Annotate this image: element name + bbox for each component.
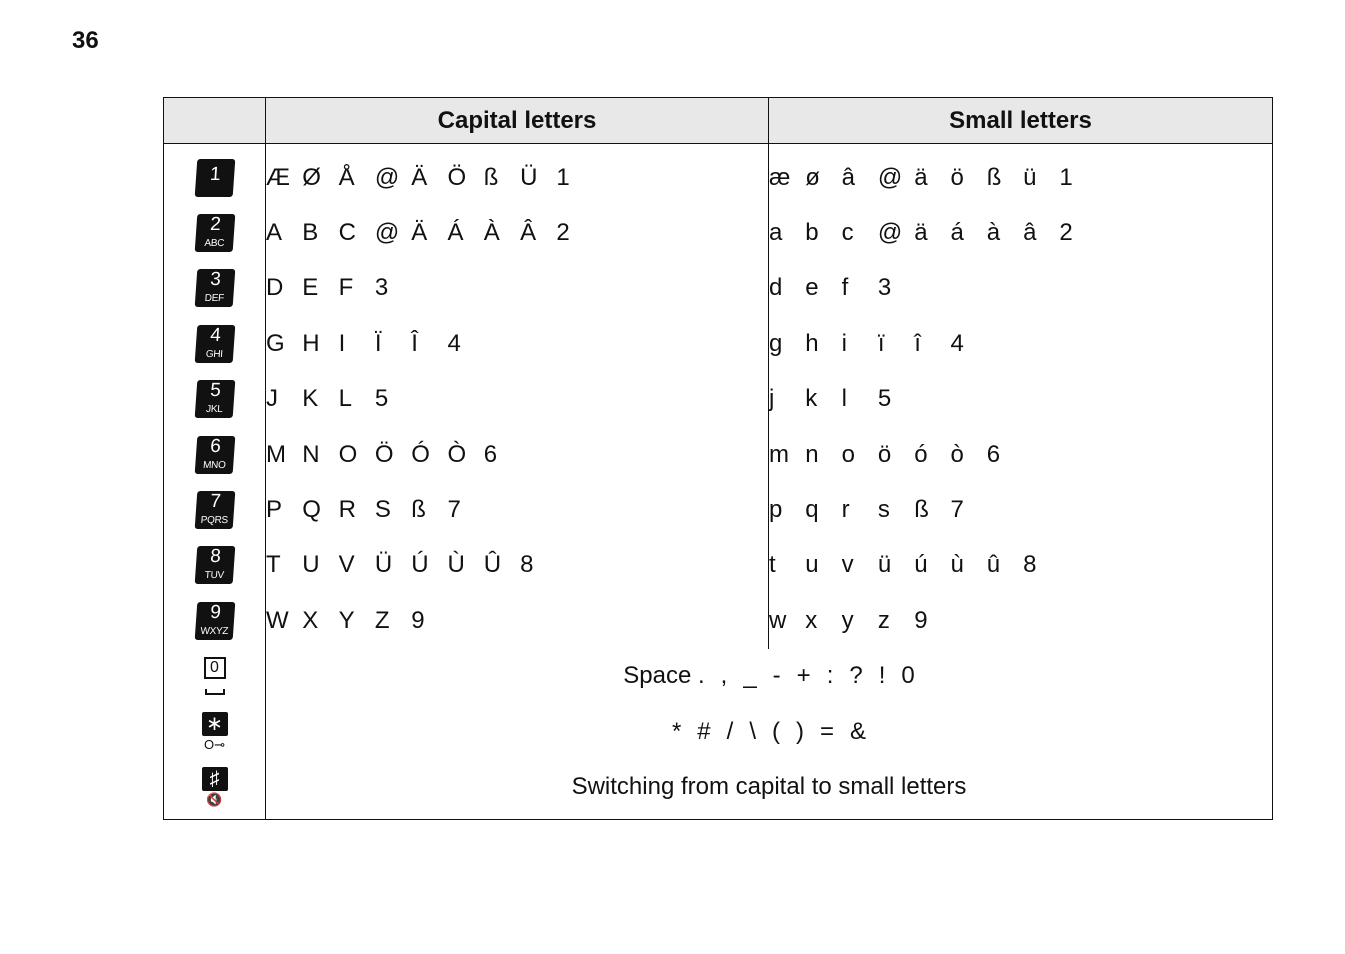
- character: y: [841, 606, 854, 634]
- keypad-key-3-icon: [194, 269, 235, 307]
- character: O: [338, 440, 358, 468]
- header-key: [164, 98, 266, 144]
- character: ü: [1023, 163, 1037, 191]
- character: ø: [805, 163, 820, 191]
- key-cell: [164, 482, 266, 537]
- character: â: [1023, 219, 1037, 247]
- character: _: [743, 662, 757, 690]
- character: d: [769, 274, 783, 302]
- character: Î: [411, 329, 418, 357]
- character: V: [338, 551, 355, 579]
- character: 8: [520, 551, 534, 579]
- character: Ï: [374, 329, 382, 357]
- character: à: [986, 219, 1001, 247]
- character: A: [266, 219, 283, 247]
- capital-letters-cell: [266, 316, 769, 371]
- table-row: [164, 316, 1273, 371]
- small-letters-cell: [769, 205, 1273, 260]
- keypad-key-9-icon: [194, 602, 235, 640]
- key-letters: PQRS: [199, 515, 228, 527]
- character: &: [850, 717, 867, 745]
- character: F: [338, 274, 354, 302]
- character: 3: [374, 274, 389, 302]
- key-cell: [164, 704, 266, 759]
- small-letters-cell: [769, 538, 1273, 593]
- character: m: [769, 440, 789, 468]
- table-row: [164, 372, 1273, 427]
- character: 6: [483, 440, 498, 468]
- keypad-key-5-icon: [194, 380, 235, 418]
- key-letters: TUV: [203, 570, 224, 582]
- character: j: [769, 385, 775, 413]
- key-cell: [164, 538, 266, 593]
- character: Y: [338, 606, 355, 634]
- key-cell: [164, 144, 266, 206]
- character: Space .: [623, 662, 705, 690]
- small-character-list: [769, 551, 1272, 579]
- small-character-list: [769, 496, 1272, 524]
- key-digit: 9: [209, 601, 222, 623]
- character: 4: [950, 329, 964, 357]
- character: Ö: [374, 440, 394, 468]
- character: 0: [901, 662, 915, 690]
- character: 2: [1059, 219, 1073, 247]
- character: s: [877, 496, 890, 524]
- character: R: [338, 496, 356, 524]
- capital-letters-cell: [266, 261, 769, 316]
- character: Á: [447, 219, 464, 247]
- character: Ü: [520, 163, 538, 191]
- character: N: [302, 440, 320, 468]
- space-key-icon: [204, 657, 226, 695]
- key-letters: MNO: [202, 459, 226, 471]
- key-digit: 4: [209, 324, 222, 346]
- small-character-list: [769, 385, 1272, 413]
- character: #: [697, 717, 711, 745]
- character: ß: [986, 163, 1002, 191]
- keypad-key-1-icon: [194, 159, 235, 197]
- keypad-key-6-icon: [194, 436, 235, 474]
- character: ú: [914, 551, 928, 579]
- character: Æ: [266, 163, 290, 191]
- character: ù: [950, 551, 964, 579]
- small-character-list: [769, 274, 1272, 302]
- character: á: [950, 219, 964, 247]
- capital-letters-cell: [266, 538, 769, 593]
- small-character-list: [769, 330, 1272, 358]
- character: 9: [411, 606, 425, 634]
- character: q: [805, 496, 819, 524]
- small-character-list: [769, 219, 1272, 247]
- character: k: [805, 385, 818, 413]
- page-number: 36: [72, 27, 99, 54]
- special-characters-cell: [266, 649, 1273, 704]
- character: o: [841, 440, 855, 468]
- table-header-row: [164, 98, 1273, 144]
- character: û: [986, 551, 1001, 579]
- hash-key-icon: [202, 767, 228, 807]
- capital-letters-cell: [266, 482, 769, 537]
- character: v: [841, 551, 854, 579]
- character: I: [338, 329, 346, 357]
- character: ï: [877, 329, 885, 357]
- key-digit: ∗: [202, 712, 228, 736]
- character: U: [302, 551, 320, 579]
- character: *: [671, 717, 682, 745]
- capital-character-list: [266, 274, 768, 302]
- key-letters: GHI: [204, 348, 223, 360]
- small-letters-cell: [769, 427, 1273, 482]
- key-cell: [164, 649, 266, 704]
- character: w: [769, 606, 787, 634]
- table-row: [164, 205, 1273, 260]
- character: L: [338, 385, 352, 413]
- small-character-list: [769, 607, 1272, 635]
- character: u: [805, 551, 819, 579]
- small-character-list: [769, 164, 1272, 192]
- character: D: [266, 274, 284, 302]
- character: 3: [877, 274, 892, 302]
- key-digit: 2: [209, 214, 222, 236]
- character: c: [841, 219, 854, 247]
- character: Ü: [374, 551, 393, 579]
- character: ä: [914, 163, 928, 191]
- key-digit: 8: [209, 546, 222, 568]
- character: z: [877, 606, 890, 634]
- small-letters-cell: [769, 144, 1273, 206]
- character: ,: [720, 662, 728, 690]
- character: r: [841, 496, 850, 524]
- small-letters-cell: [769, 593, 1273, 648]
- table-row: [164, 593, 1273, 648]
- special-characters-cell: [266, 759, 1273, 819]
- character: /: [726, 717, 734, 745]
- table-row: [164, 482, 1273, 537]
- key-cell: [164, 205, 266, 260]
- character: Ä: [411, 219, 428, 247]
- character: \: [749, 717, 756, 745]
- key-digit: 5: [209, 380, 222, 402]
- character: e: [805, 274, 819, 302]
- character: J: [266, 385, 278, 413]
- character: ö: [950, 163, 964, 191]
- small-letters-cell: [769, 372, 1273, 427]
- small-letters-cell: [769, 482, 1273, 537]
- character: T: [266, 551, 281, 579]
- key-lock-icon: O⊸: [203, 736, 225, 752]
- table-row-special: [164, 649, 1273, 704]
- character: Ä: [411, 163, 428, 191]
- character: i: [841, 329, 847, 357]
- special-characters-cell: [266, 704, 1273, 759]
- character: Ö: [447, 163, 467, 191]
- table-row: [164, 144, 1273, 206]
- special-character-list: [266, 718, 1272, 746]
- character: ö: [877, 440, 892, 468]
- character: ü: [877, 551, 892, 579]
- character: ?: [849, 662, 863, 690]
- capital-character-list: [266, 607, 768, 635]
- table-row: [164, 427, 1273, 482]
- character: 9: [914, 606, 928, 634]
- character: Ó: [411, 440, 430, 468]
- key-letters: JKL: [205, 404, 223, 416]
- mute-icon: 🔇: [206, 791, 223, 807]
- character: @: [374, 163, 400, 191]
- key-digit: 0: [204, 657, 226, 679]
- key-letters: ABC: [203, 238, 224, 250]
- character: Â: [520, 219, 537, 247]
- character: ß: [411, 496, 426, 524]
- character: Ù: [447, 551, 465, 579]
- character: (: [772, 717, 780, 745]
- capital-letters-cell: [266, 372, 769, 427]
- table-row-special: [164, 704, 1273, 759]
- character: g: [769, 329, 783, 357]
- character: @: [374, 219, 400, 247]
- character: E: [302, 274, 319, 302]
- character: 1: [1059, 163, 1073, 191]
- character: Q: [302, 496, 321, 524]
- character: H: [302, 329, 320, 357]
- keypad-key-8-icon: [194, 546, 235, 584]
- character: ò: [950, 440, 964, 468]
- character: G: [266, 329, 285, 357]
- capital-character-list: [266, 496, 768, 524]
- capital-letters-cell: [266, 144, 769, 206]
- special-character-list: [266, 662, 1272, 690]
- character: f: [841, 274, 849, 302]
- capital-letters-cell: [266, 427, 769, 482]
- keypad-key-7-icon: [194, 491, 235, 529]
- character: 4: [447, 329, 461, 357]
- capital-letters-cell: [266, 205, 769, 260]
- character: ä: [914, 219, 928, 247]
- capital-letters-cell: [266, 593, 769, 648]
- character: K: [302, 385, 319, 413]
- character: p: [769, 496, 783, 524]
- character: â: [841, 163, 855, 191]
- character: b: [805, 219, 819, 247]
- character: Ò: [447, 440, 467, 468]
- character: C: [338, 219, 356, 247]
- key-cell: [164, 593, 266, 648]
- small-character-list: [769, 441, 1272, 469]
- capital-character-list: [266, 219, 768, 247]
- character: -: [772, 662, 781, 690]
- character: ß: [914, 496, 929, 524]
- capital-character-list: [266, 551, 768, 579]
- character: 6: [986, 440, 1001, 468]
- character: 2: [556, 219, 570, 247]
- character: 5: [877, 385, 892, 413]
- capital-character-list: [266, 164, 768, 192]
- character: t: [769, 551, 776, 579]
- character: ): [796, 717, 804, 745]
- character: +: [796, 662, 811, 690]
- character: B: [302, 219, 319, 247]
- character: Z: [374, 606, 390, 634]
- character: 7: [950, 496, 964, 524]
- character: l: [841, 385, 847, 413]
- character: x: [805, 606, 818, 634]
- capital-character-list: [266, 330, 768, 358]
- capital-character-list: [266, 385, 768, 413]
- keypad-key-4-icon: [194, 325, 235, 363]
- keypad-key-2-icon: [194, 214, 235, 252]
- character: a: [769, 219, 783, 247]
- key-digit: 6: [209, 435, 222, 457]
- character: À: [483, 219, 500, 247]
- character: =: [820, 717, 835, 745]
- character: î: [914, 329, 921, 357]
- character: Ú: [411, 551, 429, 579]
- character: !: [878, 662, 886, 690]
- key-cell: [164, 372, 266, 427]
- small-letters-cell: [769, 316, 1273, 371]
- character: ó: [914, 440, 928, 468]
- table-row: [164, 538, 1273, 593]
- character: 1: [556, 163, 570, 191]
- switch-case-description: Switching from capital to small letters: [571, 772, 967, 800]
- header-capital-letters: Capital letters: [266, 98, 769, 144]
- star-key-icon: [202, 712, 228, 752]
- character: Ø: [302, 163, 321, 191]
- character: Å: [338, 163, 355, 191]
- key-digit: 3: [209, 269, 222, 291]
- header-small-letters: Small letters: [769, 98, 1273, 144]
- character: @: [877, 219, 903, 247]
- character: X: [302, 606, 319, 634]
- character: n: [805, 440, 819, 468]
- key-digit: ♯: [202, 767, 228, 791]
- key-cell: [164, 316, 266, 371]
- character: :: [826, 662, 834, 690]
- character: 7: [447, 496, 461, 524]
- key-letters: WXYZ: [199, 625, 228, 637]
- character: S: [374, 496, 391, 524]
- character: Û: [483, 551, 502, 579]
- capital-character-list: [266, 441, 768, 469]
- character: M: [266, 440, 286, 468]
- character: æ: [769, 163, 791, 191]
- key-digit: 7: [209, 491, 222, 513]
- key-cell: [164, 427, 266, 482]
- character: 5: [374, 385, 389, 413]
- table-body: [164, 144, 1273, 820]
- space-glyph-icon: [205, 689, 225, 695]
- table-row-special: [164, 759, 1273, 819]
- key-letters: DEF: [203, 293, 224, 305]
- character-map-table: [163, 97, 1273, 820]
- small-letters-cell: [769, 261, 1273, 316]
- key-cell: [164, 261, 266, 316]
- character: 8: [1023, 551, 1037, 579]
- character: @: [877, 163, 903, 191]
- key-digit: 1: [208, 163, 221, 185]
- character: P: [266, 496, 283, 524]
- character: ß: [483, 163, 499, 191]
- key-cell: [164, 759, 266, 819]
- character: h: [805, 329, 819, 357]
- table-row: [164, 261, 1273, 316]
- character: W: [266, 606, 289, 634]
